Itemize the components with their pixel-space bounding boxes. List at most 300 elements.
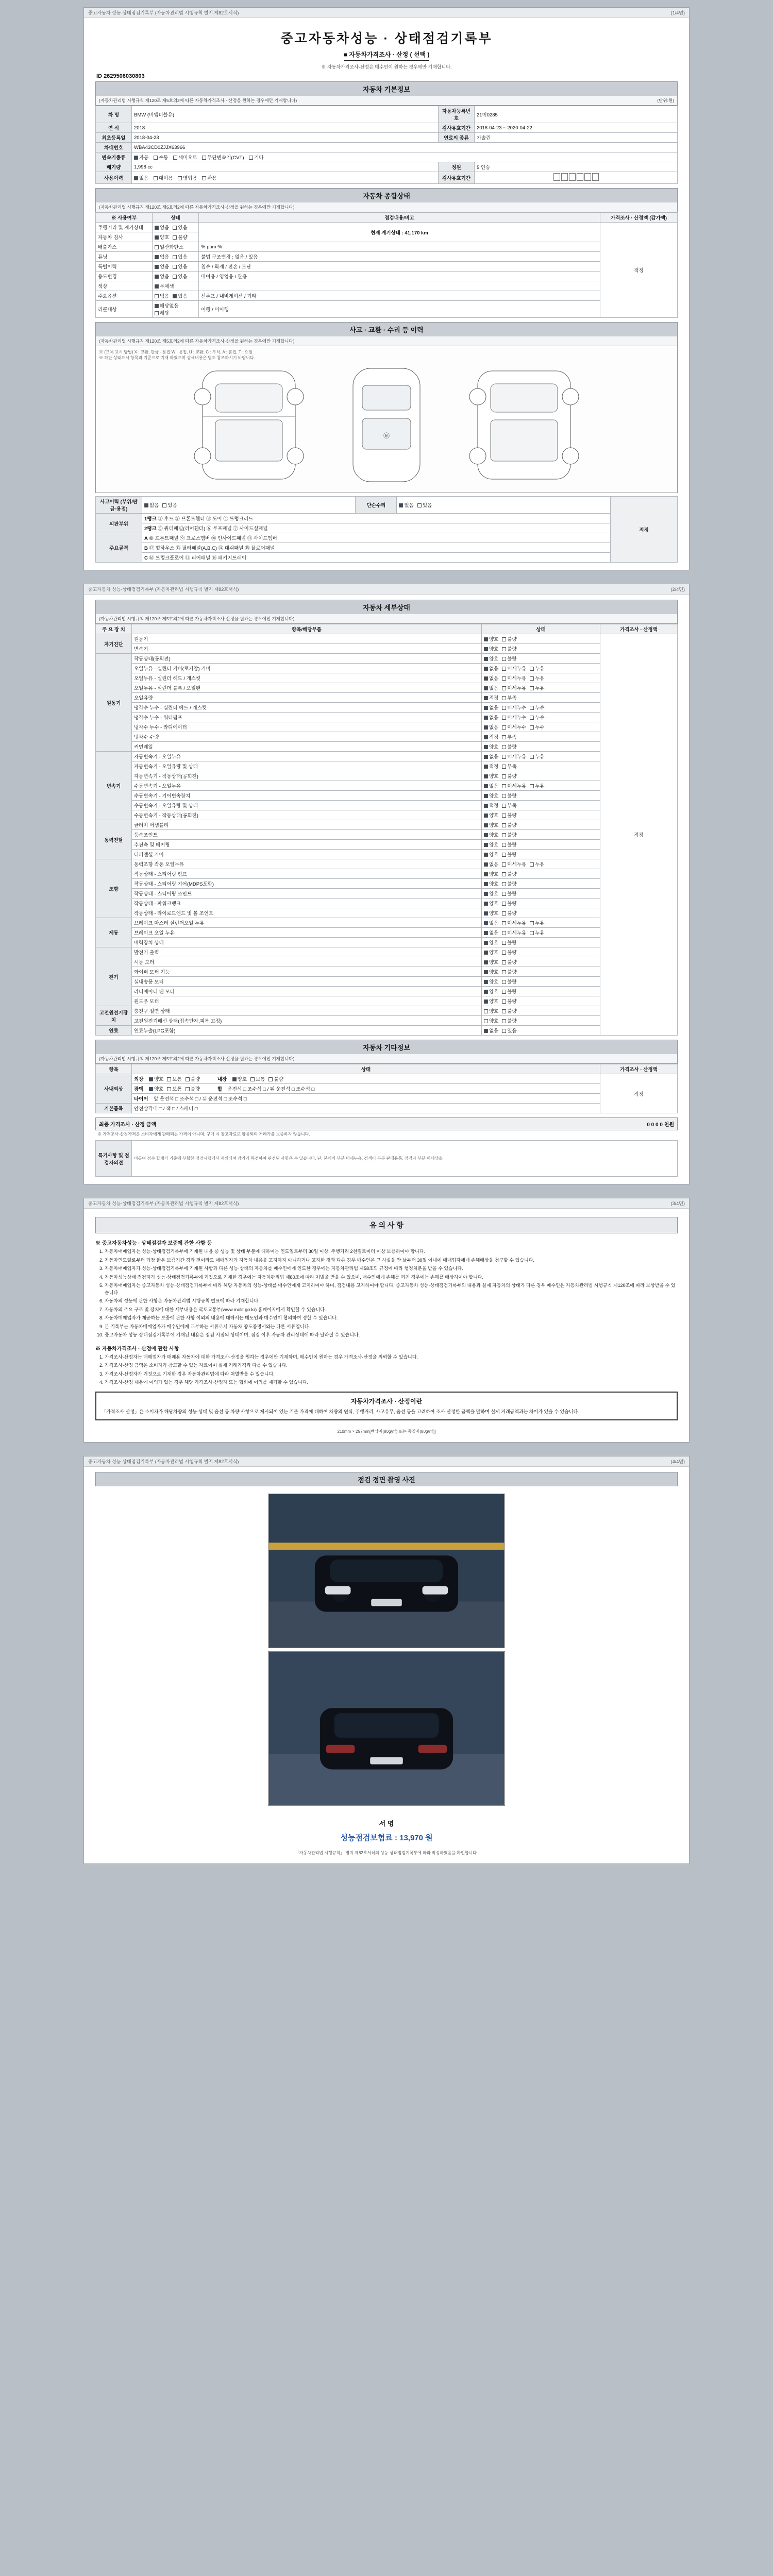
table-row (96, 634, 678, 644)
checkbox-불량-icon[interactable] (502, 970, 506, 974)
table-row (96, 781, 678, 791)
table-row (96, 533, 678, 543)
detail-item-state[interactable]: 적정 부족 (482, 801, 600, 810)
checkbox-없음-icon[interactable] (484, 667, 488, 671)
detail-item-state[interactable]: 없음 미세누수 누수 (482, 703, 600, 713)
table-row (96, 162, 678, 172)
car-name-label: 차 명 (96, 106, 132, 123)
checkbox-불량-icon[interactable] (502, 990, 506, 994)
checkbox-cvt-icon[interactable] (202, 156, 206, 160)
detail-item-state[interactable]: 적정 부족 (482, 732, 600, 742)
detail-item-label: 수동변속기 - 오일누유 (132, 781, 482, 791)
doc-title-block (95, 28, 678, 70)
checkbox-양호-icon[interactable] (484, 980, 488, 984)
table-row (96, 553, 678, 563)
notice-list-item: 5. 자동차매매업자는 중고자동차 성능·상태점검기록부에 따라 해당 자동차의 성능·상태를 매수인에게 고지하여야 하며, 점검내용 고지하여야 합니다. 중고자동차 성능·상태점검기록부의 내용과 실제 자동차의 상태가 다른 경우 매수인은 자동차관리법 시행규칙 제120조에 따라 보상받을 수 있습니다. (105, 1282, 678, 1296)
detail-item-state[interactable]: 없음 미세누유 누유 (482, 918, 600, 928)
table-row (96, 713, 678, 722)
row-emission-state[interactable]: 일산화탄소 (153, 242, 199, 252)
simple-repair-label: 단순수리 (356, 497, 397, 514)
table-row (96, 771, 678, 781)
rankB-text: ⑫ 휠하우스 ⑬ 필러패널(A,B,C) ⑭ 대쉬패널 ⑮ 플로어패널 (149, 546, 275, 551)
table-row (96, 683, 678, 693)
detail-item-label: 원동기 (132, 634, 482, 644)
checkbox-누유-icon[interactable] (530, 686, 534, 690)
checkbox-양호-icon[interactable] (484, 774, 488, 778)
checkbox-양호-icon[interactable] (484, 882, 488, 886)
detail-item-label: 오일누유 - 실린더 블록 / 오일팬 (132, 683, 482, 693)
topbar-left-text-4: 중고자동차 성능·상태점검기록부 (자동차관리법 시행규칙 별지 제82호서식) (88, 1459, 239, 1464)
section-other-note (95, 1054, 678, 1064)
checkbox-불량-icon[interactable] (502, 951, 506, 955)
checkbox-누유-icon[interactable] (530, 784, 534, 788)
checkbox-미세누유-icon[interactable] (502, 686, 506, 690)
detail-item-state[interactable]: 양호 불량 (482, 850, 600, 859)
checkbox-양호-icon[interactable] (484, 999, 488, 1004)
checkbox-누유-icon[interactable] (530, 862, 534, 867)
checkbox-적정-icon[interactable] (484, 765, 488, 769)
notice-list-2 (105, 1354, 678, 1386)
notice-list-item: 3. 가격조사·산정자가 거짓으로 기재한 경우 자동차관리법에 따라 처벌받을 수 있습니다. (105, 1371, 678, 1378)
checkbox-있음-icon[interactable] (502, 1029, 506, 1033)
rank2-text: ⑤ 쿼터패널(리어휀더) ⑥ 루프패널 ⑦ 사이드실패널 (158, 526, 268, 532)
accident-price-cell: 적정 (611, 497, 678, 563)
section-accident-note (95, 336, 678, 346)
detail-item-state[interactable]: 없음 미세누유 누유 (482, 781, 600, 791)
row-mileage-label: 주행거리 및 계기상태 (96, 223, 153, 232)
page-2 (83, 584, 690, 1184)
checkbox-불량-icon[interactable] (502, 814, 506, 818)
row-option-label: 주요옵션 (96, 291, 153, 301)
checkbox-누수-icon[interactable] (530, 716, 534, 720)
detail-item-state[interactable]: 양호 불량 (482, 899, 600, 908)
detail-item-state[interactable]: 적정 부족 (482, 693, 600, 703)
detail-item-state[interactable]: 없음 미세누유 누유 (482, 752, 600, 761)
other-row-3-key: 타이어 (134, 1096, 148, 1102)
detail-item-state[interactable]: 양호 불량 (482, 654, 600, 664)
checkbox-없음-icon[interactable] (484, 686, 488, 690)
section-accident-note-text: (자동차관리법 시행규칙 제120조 제5호의2에 따른 자동차가격조사·산정을 원하는 경우에만 기재합니다) (99, 338, 295, 344)
checkbox-양호-icon[interactable] (484, 853, 488, 857)
detail-item-state[interactable]: 없음 미세누유 누유 (482, 928, 600, 938)
topbar-right-text-4: (4/4면) (670, 1459, 685, 1464)
table-row (96, 543, 678, 553)
checkbox-양호-icon[interactable] (484, 892, 488, 896)
detail-item-label: 발전기 출력 (132, 947, 482, 957)
row-emission-detail: % ppm % (199, 242, 600, 252)
table-row (96, 281, 678, 291)
checkbox-미세누수-icon[interactable] (502, 706, 506, 710)
detail-item-state[interactable]: 양호 불량 (482, 840, 600, 850)
displacement-label: 배기량 (96, 162, 132, 172)
checkbox-불량-icon[interactable] (502, 745, 506, 749)
checkbox-양호-icon[interactable] (484, 1009, 488, 1013)
detail-item-label: 냉각수 누수 - 실린더 헤드 / 개스킷 (132, 703, 482, 713)
checkbox-양호-icon[interactable] (484, 1019, 488, 1023)
row-special-detail: 침수 / 화재 / 전손 / 도난 (199, 262, 600, 272)
table-row (96, 1141, 678, 1177)
vin-value: WBA43CD0ZJJX63966 (132, 143, 678, 152)
checkbox-미세누유-icon[interactable] (502, 921, 506, 925)
detail-item-state[interactable]: 없음 미세누수 누수 (482, 713, 600, 722)
table-row (96, 143, 678, 152)
checkbox-부족-icon[interactable] (502, 804, 506, 808)
table-row (96, 703, 678, 713)
doc-note: ※ 자동차가격조사·산정은 매수인이 원하는 경우에만 기재합니다. (321, 64, 452, 70)
section-basic-note-left: (자동차관리법 시행규칙 제120조 제5호의2에 따른 자동차가격조사 · 산정을 원하는 경우에만 기재합니다) (99, 98, 297, 103)
accident-diagram (95, 346, 678, 493)
checkbox-불량-icon[interactable] (502, 872, 506, 876)
checkbox-부족-icon[interactable] (502, 765, 506, 769)
checkbox-누유-icon[interactable] (530, 755, 534, 759)
checkbox-use-business-icon[interactable] (178, 176, 182, 180)
checkbox-미세누수-icon[interactable] (502, 725, 506, 730)
checkbox-미세누유-icon[interactable] (502, 667, 506, 671)
detail-item-label: 고전원전기배선 상태(접속단자,피복,고정) (132, 1016, 482, 1026)
total-price-note: ※ 가격조사·산정가격은 소비자에게 판매되는 가격이 아니며, 구매 시 참고자료로 활용되며 거래가를 보증하지 않습니다. (97, 1132, 310, 1137)
detail-item-state[interactable]: 양호 불량 (482, 987, 600, 996)
row-color-detail (199, 281, 600, 291)
table-row (96, 123, 678, 133)
checkbox-미세누유-icon[interactable] (502, 784, 506, 788)
table-row (96, 262, 678, 272)
detail-item-state[interactable]: 양호 불량 (482, 869, 600, 879)
checkbox-미세누유-icon[interactable] (502, 862, 506, 867)
table-row (96, 742, 678, 752)
use-history-label: 사용이력 (96, 172, 132, 184)
checkbox-없음-icon[interactable] (484, 862, 488, 867)
mission-options[interactable]: 자동 수동 세미오토 무단변속기(CVT) 기타 (132, 152, 678, 162)
table-row (96, 938, 678, 947)
checkbox-불량-icon[interactable] (502, 902, 506, 906)
detail-item-state[interactable]: 양호 불량 (482, 889, 600, 899)
checkbox-누유-icon[interactable] (530, 667, 534, 671)
table-row (96, 133, 678, 143)
detail-item-state[interactable]: 양호 불량 (482, 938, 600, 947)
checkbox-양호-icon[interactable] (484, 902, 488, 906)
checkbox-없음-icon[interactable] (484, 755, 488, 759)
checkbox-불량-icon[interactable] (502, 911, 506, 916)
checkbox-부족-icon[interactable] (502, 735, 506, 739)
checkbox-use-rental-icon[interactable] (154, 176, 158, 180)
checkbox-불량-icon[interactable] (502, 892, 506, 896)
notice-list-item: 9. 본 기록부는 자동차매매업자가 매수인에게 교부하는 서류로서 자동차 양도증명서와는 다른 서류입니다. (105, 1324, 678, 1331)
checkbox-양호-icon[interactable] (484, 833, 488, 837)
detail-item-label: 등속조인트 (132, 830, 482, 840)
detail-item-label: 변속기 (132, 644, 482, 654)
detail-item-state[interactable]: 양호 불량 (482, 742, 600, 752)
checkbox-부족-icon[interactable] (502, 696, 506, 700)
detail-item-state[interactable]: 없음 미세누유 누유 (482, 683, 600, 693)
checkbox-미세누유-icon[interactable] (502, 676, 506, 681)
table-header-row (96, 624, 678, 634)
table-row (96, 1094, 678, 1104)
use-history-options[interactable]: 없음 대여용 영업용 관용 (132, 172, 439, 184)
checkbox-manual-icon[interactable] (154, 156, 158, 160)
table-row (96, 301, 678, 318)
topbar-left-text-3: 중고자동차 성능·상태점검기록부 (자동차관리법 시행규칙 별지 제82호서식) (88, 1201, 239, 1206)
rankA-label: A (144, 536, 148, 541)
detail-item-state[interactable]: 양호 불량 (482, 810, 600, 820)
detail-item-label: 작동상태 - 스티어링 기어(MDPS포함) (132, 879, 482, 889)
row-color-state[interactable]: 무채색 (153, 281, 199, 291)
checkbox-없음-icon[interactable] (484, 676, 488, 681)
checkbox-불량-icon[interactable] (502, 657, 506, 661)
checkbox-없음-icon[interactable] (484, 716, 488, 720)
signature-label: 서 명 (379, 1820, 394, 1827)
checkbox-미세누유-icon[interactable] (502, 755, 506, 759)
doc-id-line (96, 73, 678, 79)
total-price-value: 0 0 0 0 천원 (647, 1122, 674, 1128)
checkbox-양호-icon[interactable] (484, 970, 488, 974)
detail-item-label: 배력장치 상태 (132, 938, 482, 947)
detail-item-state[interactable]: 적정 부족 (482, 761, 600, 771)
mission-label: 변속기종류 (96, 152, 132, 162)
col-state: 상태 (153, 213, 199, 223)
insp-period-value (474, 172, 677, 184)
section-other-header: 자동차 기타정보 (95, 1040, 678, 1054)
other-info-table (95, 1064, 678, 1113)
checkbox-없음-icon[interactable] (484, 725, 488, 730)
checkbox-불량-icon[interactable] (502, 843, 506, 847)
checkbox-양호-icon[interactable] (484, 637, 488, 641)
checkbox-불량-icon[interactable] (502, 833, 506, 837)
table-header-row (96, 213, 678, 223)
basic-items-value: 안전삼각대 □ / 잭 □ / 스패너 □ (134, 1106, 198, 1112)
detail-item-label: 브레이크 오일 누유 (132, 928, 482, 938)
checkbox-양호-icon[interactable] (484, 911, 488, 916)
detail-item-state[interactable]: 없음 미세누유 누유 (482, 673, 600, 683)
checkbox-양호-icon[interactable] (484, 647, 488, 651)
rank1-label: 1랭크 (144, 516, 157, 522)
checkbox-적정-icon[interactable] (484, 804, 488, 808)
checkbox-불량-icon[interactable] (502, 960, 506, 964)
row-tuning-state[interactable]: 없음 있음 (153, 252, 199, 262)
detail-group-label: 전기 (96, 947, 132, 1006)
checkbox-양호-icon[interactable] (484, 941, 488, 945)
checkbox-양호-icon[interactable] (484, 872, 488, 876)
detail-item-state[interactable]: 양호 불량 (482, 908, 600, 918)
section-detail-header: 자동차 세부상태 (95, 600, 678, 614)
checkbox-양호-icon[interactable] (484, 814, 488, 818)
notice-header: 유 의 사 항 (95, 1217, 678, 1233)
col-item-state: 상태 (482, 624, 600, 634)
detail-item-label: 브레이크 마스터 실린더오일 누유 (132, 918, 482, 928)
detail-item-label: 라디에이터 팬 모터 (132, 987, 482, 996)
table-row (96, 693, 678, 703)
detail-item-label: 충전구 절연 상태 (132, 1006, 482, 1016)
seat-value: 5 인승 (474, 162, 677, 172)
notice-list-item: 1. 가격조사·산정자는 매매업자가 매매용 자동차에 대한 가격조사·산정을 원하는 경우에만 기재하며, 매수인이 원하는 경우 가격조사·산정을 의뢰할 수 있습니다. (105, 1354, 678, 1361)
checkbox-양호-icon[interactable] (484, 960, 488, 964)
checkbox-미세누유-icon[interactable] (502, 931, 506, 935)
page-3-topbar (84, 1198, 689, 1209)
table-row (96, 1104, 678, 1113)
notice-list-item: 6. 자동차의 성능에 관한 사항은 자동차관리법 시행규칙 별표에 따라 기재합니다. (105, 1298, 678, 1305)
checkbox-양호-icon[interactable] (484, 794, 488, 798)
checkbox-적정-icon[interactable] (484, 735, 488, 739)
checkbox-누수-icon[interactable] (530, 725, 534, 730)
detail-item-state[interactable]: 양호 불량 (482, 791, 600, 801)
detail-item-label: 커먼레일 (132, 742, 482, 752)
notice-list-item: 4. 가격조사·산정 내용에 이의가 있는 경우 해당 가격조사·산정자 또는 협회에 이의를 제기할 수 있습니다. (105, 1379, 678, 1386)
detail-item-state[interactable]: 양호 불량 (482, 879, 600, 889)
detail-item-state[interactable]: 양호 불량 (482, 820, 600, 830)
detail-item-label: 실내송풍 모터 (132, 977, 482, 987)
accident-legend-2: ※ 하단 상태표시 항목과 기준으로 기재 하였으며 상세내용은 별도 참조하시기 바랍니다. (99, 355, 255, 360)
detail-price-cell: 적정 (600, 634, 678, 1036)
detail-item-label: 냉각수 수량 (132, 732, 482, 742)
checkbox-미세누수-icon[interactable] (502, 716, 506, 720)
detail-item-state[interactable]: 없음 미세누유 누유 (482, 664, 600, 673)
row-option-state[interactable]: 없음 있음 (153, 291, 199, 301)
detail-item-state[interactable]: 양호 불량 (482, 1016, 600, 1026)
checkbox-양호-icon[interactable] (484, 823, 488, 827)
fuel-label: 연료의 종류 (438, 133, 474, 143)
table-header-row (96, 1064, 678, 1074)
checkbox-불량-icon[interactable] (502, 823, 506, 827)
checkbox-불량-icon[interactable] (502, 794, 506, 798)
checkbox-other-mission-icon[interactable] (249, 156, 253, 160)
other-row-3[interactable] (132, 1094, 600, 1104)
checkbox-불량-icon[interactable] (502, 647, 506, 651)
checkbox-불량-icon[interactable] (502, 941, 506, 945)
section-detail-note (95, 614, 678, 624)
checkbox-양호-icon[interactable] (484, 657, 488, 661)
topbar-left-text: 중고자동차 성능·상태점검기록부 (자동차관리법 시행규칙 별지 제82호서식) (88, 10, 239, 15)
insp-period-label: 검사유효기간 (438, 172, 474, 184)
row-recall-label: 리콜대상 (96, 301, 153, 318)
main-frame-label: 주요골격 (96, 533, 142, 563)
table-row (96, 928, 678, 938)
rankA-text: ⑧ 프론트패널 ⑨ 크로스멤버 ⑩ 인사이드패널 ⑪ 사이드멤버 (149, 536, 277, 541)
mileage-display: 현재 계기상태 : 41,170 km (199, 223, 600, 242)
checkbox-use-gov-icon[interactable] (202, 176, 206, 180)
row-usechange-detail: 대여용 / 영업용 / 관용 (199, 272, 600, 281)
checkbox-없음-icon[interactable] (484, 784, 488, 788)
checkbox-불량-icon[interactable] (502, 774, 506, 778)
checkbox-없음-icon[interactable] (484, 931, 488, 935)
detail-item-state[interactable]: 양호 불량 (482, 947, 600, 957)
table-row (96, 1026, 678, 1036)
detail-item-label: 클러치 어셈블리 (132, 820, 482, 830)
checkbox-use-none-icon[interactable] (134, 176, 138, 180)
detail-item-state[interactable]: 양호 불량 (482, 957, 600, 967)
section-basic-note (95, 96, 678, 106)
car-front-view-diagram (172, 361, 326, 489)
rank2-label: 2랭크 (144, 526, 157, 532)
detail-item-state[interactable]: 양호 불량 (482, 771, 600, 781)
checkbox-불량-icon[interactable] (502, 980, 506, 984)
row-inspection-state[interactable]: 양호 불량 (153, 232, 199, 242)
detail-item-label: 시동 모터 (132, 957, 482, 967)
other-row-1[interactable]: 외장 양호 보통 불량 내장 양호 보통 불량 (132, 1074, 600, 1084)
checkbox-불량-icon[interactable] (502, 1019, 506, 1023)
insp-valid-label: 검사유효기간 (438, 123, 474, 133)
row-mileage-state[interactable]: 없음 있음 (153, 223, 199, 232)
col-item: 항목/해당부품 (132, 624, 482, 634)
checkbox-없음-icon[interactable] (484, 921, 488, 925)
detail-item-label: 자동변속기 - 오일유량 및 상태 (132, 761, 482, 771)
checkbox-auto-icon[interactable] (134, 156, 138, 160)
table-row (96, 810, 678, 820)
detail-item-state[interactable]: 양호 불량 (482, 967, 600, 977)
page-4-topbar (84, 1456, 689, 1467)
row-recall-state[interactable]: 해당없음해당 (153, 301, 199, 318)
detail-item-state[interactable]: 양호 불량 (482, 644, 600, 654)
accident-row-value[interactable]: 없음 있음 (142, 497, 356, 514)
overall-price-cell: 적정 (600, 223, 678, 318)
notice-list-item: 7. 자동차의 주요 구조 및 장치에 대한 세부내용은 국토교통부(www.molit.go.kr) 홈페이지에서 확인할 수 있습니다. (105, 1307, 678, 1314)
checkbox-누수-icon[interactable] (530, 706, 534, 710)
checkbox-불량-icon[interactable] (502, 1009, 506, 1013)
row-emission-label: 배출가스 (96, 242, 153, 252)
checkbox-불량-icon[interactable] (502, 882, 506, 886)
detail-item-state[interactable]: 없음 미세누수 누수 (482, 722, 600, 732)
row-recall-detail: 이행 / 미이행 (199, 301, 600, 318)
checkbox-누유-icon[interactable] (530, 921, 534, 925)
table-row (96, 752, 678, 761)
row-usechange-state[interactable]: 없음 있음 (153, 272, 199, 281)
detail-item-label: 윈도우 모터 (132, 996, 482, 1006)
detail-item-label: 오일누유 - 실린더 커버(로커암) 커버 (132, 664, 482, 673)
simple-repair-value[interactable]: 없음 있음 (397, 497, 611, 514)
other-row-2-key: 광택 (134, 1087, 144, 1092)
notice-list-item: 2. 자동차인도일로부터 가장 짧은 보증기간 경과 전이라도 매매업자가 자동차 내용을 고지하지 아니하거나 고지한 것과 다른 경우 매수인은 그 사실을 안 날부터 30일 이내에 매매업자에게 손해배상을 청구할 수 있습니다. (105, 1257, 678, 1264)
checkbox-누유-icon[interactable] (530, 676, 534, 681)
checkbox-양호-icon[interactable] (484, 951, 488, 955)
doc-id-value: 2629506030803 (104, 73, 145, 79)
checkbox-semiauto-icon[interactable] (173, 156, 177, 160)
checkbox-양호-icon[interactable] (484, 990, 488, 994)
checkbox-불량-icon[interactable] (502, 999, 506, 1004)
callout-box (95, 1392, 678, 1421)
checkbox-적정-icon[interactable] (484, 696, 488, 700)
detail-item-state[interactable]: 양호 불량 (482, 996, 600, 1006)
detail-item-state[interactable]: 양호 불량 (482, 634, 600, 644)
detail-group-label: 고전원전기장치 (96, 1006, 132, 1026)
checkbox-양호-icon[interactable] (484, 745, 488, 749)
rankC-label: C (144, 555, 148, 561)
checkbox-누유-icon[interactable] (530, 931, 534, 935)
special-notes-label: 특기사항 및 점검자의견 (96, 1141, 132, 1177)
page-4 (83, 1456, 690, 1864)
checkbox-불량-icon[interactable] (502, 853, 506, 857)
other-row-4[interactable] (132, 1104, 600, 1113)
detail-item-label: 와이퍼 모터 기능 (132, 967, 482, 977)
row-special-state[interactable]: 없음 있음 (153, 262, 199, 272)
detail-item-state[interactable]: 없음 미세누유 누유 (482, 859, 600, 869)
year-value: 2018 (132, 123, 439, 133)
checkbox-양호-icon[interactable] (484, 843, 488, 847)
other-row-2[interactable]: 광택 양호 보통 불량 휠 운전석 □ 조수석 □ / 뒤 운전석 □ 조수석 □ (132, 1084, 600, 1094)
col-other-price: 가격조사 · 산정액 (600, 1064, 678, 1074)
checkbox-없음-icon[interactable] (484, 706, 488, 710)
accident-history-table (95, 496, 678, 563)
detail-item-state[interactable]: 양호 불량 (482, 1006, 600, 1016)
detail-item-state[interactable]: 없음 있음 (482, 1026, 600, 1036)
page-1-topbar (84, 8, 689, 18)
detail-item-label: 디퍼렌셜 기어 (132, 850, 482, 859)
checkbox-불량-icon[interactable] (502, 637, 506, 641)
detail-item-label: 자동변속기 - 작동상태(공회전) (132, 771, 482, 781)
detail-item-state[interactable]: 양호 불량 (482, 977, 600, 987)
detail-item-state[interactable]: 양호 불량 (482, 830, 600, 840)
special-notes-text: 비공여 점수 합계가 기준에 부합한 점검시행에서 제외되며 감가가 특정하여 판정된 사항은 수 있습니다. 단, 본체의 부분 미세누유, 검색이 부분 판매용품, 점검자 부분 미세상을 (132, 1141, 678, 1177)
detail-item-label: 수동변속기 - 오일유량 및 상태 (132, 801, 482, 810)
table-row (96, 908, 678, 918)
checkbox-없음-icon[interactable] (484, 1029, 488, 1033)
